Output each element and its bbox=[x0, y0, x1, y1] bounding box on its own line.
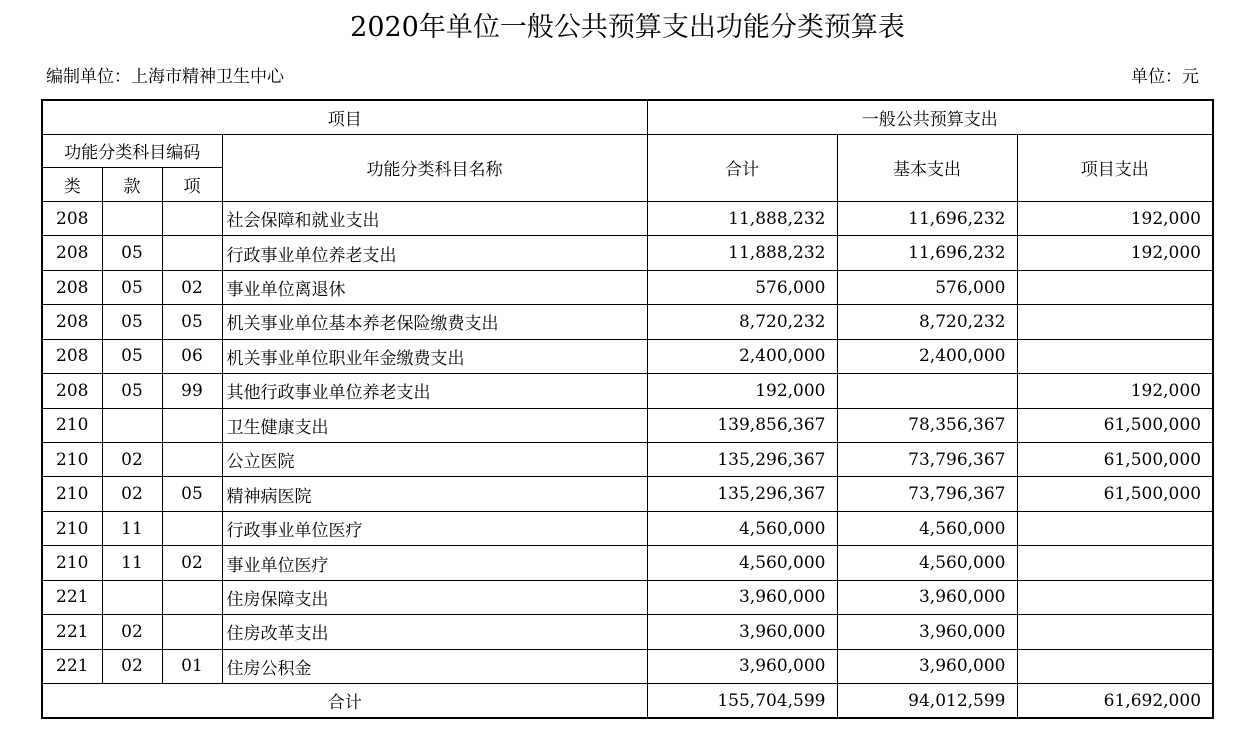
subject-name-cell: 事业单位医疗 bbox=[222, 546, 647, 580]
code-kuan-cell: 05 bbox=[102, 236, 162, 270]
basic-cell: 576,000 bbox=[837, 270, 1017, 304]
project-cell bbox=[1017, 615, 1213, 649]
code-lei-cell: 221 bbox=[42, 649, 102, 683]
footer-label: 合计 bbox=[42, 684, 647, 718]
footer-project: 61,692,000 bbox=[1017, 684, 1213, 718]
header-item: 项目 bbox=[42, 100, 647, 134]
basic-cell: 3,960,000 bbox=[837, 580, 1017, 614]
subject-name-cell: 机关事业单位职业年金缴费支出 bbox=[222, 339, 647, 373]
project-cell bbox=[1017, 546, 1213, 580]
subject-name-cell: 住房改革支出 bbox=[222, 615, 647, 649]
code-kuan-cell: 02 bbox=[102, 615, 162, 649]
code-lei-cell: 210 bbox=[42, 511, 102, 545]
project-cell: 192,000 bbox=[1017, 236, 1213, 270]
basic-cell: 8,720,232 bbox=[837, 305, 1017, 339]
code-kuan-cell: 05 bbox=[102, 305, 162, 339]
basic-cell bbox=[837, 374, 1017, 408]
total-cell: 3,960,000 bbox=[647, 615, 837, 649]
table-row bbox=[42, 477, 1213, 511]
code-kuan-cell: 11 bbox=[102, 511, 162, 545]
code-lei-cell: 210 bbox=[42, 477, 102, 511]
header-general-budget: 一般公共预算支出 bbox=[647, 100, 1213, 134]
budget-table bbox=[41, 99, 1214, 719]
code-xiang-cell: 05 bbox=[162, 477, 222, 511]
footer-total: 155,704,599 bbox=[647, 684, 837, 718]
header-total: 合计 bbox=[647, 134, 837, 201]
table-row bbox=[42, 339, 1213, 373]
code-lei-cell: 208 bbox=[42, 236, 102, 270]
code-xiang-cell: 06 bbox=[162, 339, 222, 373]
total-cell: 3,960,000 bbox=[647, 649, 837, 683]
code-xiang-cell bbox=[162, 236, 222, 270]
org-label: 编制单位：上海市精神卫生中心 bbox=[46, 67, 284, 87]
code-kuan-cell: 05 bbox=[102, 339, 162, 373]
code-kuan-cell bbox=[102, 580, 162, 614]
unit-label: 单位：元 bbox=[1131, 67, 1199, 87]
code-kuan-cell bbox=[102, 201, 162, 235]
project-cell bbox=[1017, 649, 1213, 683]
subject-name-cell: 行政事业单位医疗 bbox=[222, 511, 647, 545]
table-row bbox=[42, 408, 1213, 442]
page-title: 2020年单位一般公共预算支出功能分类预算表 bbox=[350, 12, 905, 43]
code-xiang-cell bbox=[162, 580, 222, 614]
basic-cell: 2,400,000 bbox=[837, 339, 1017, 373]
footer-basic: 94,012,599 bbox=[837, 684, 1017, 718]
code-lei-cell: 210 bbox=[42, 442, 102, 476]
project-cell bbox=[1017, 339, 1213, 373]
code-kuan-cell: 11 bbox=[102, 546, 162, 580]
total-cell: 135,296,367 bbox=[647, 477, 837, 511]
header-name-col: 功能分类科目名称 bbox=[222, 134, 647, 201]
table-row bbox=[42, 236, 1213, 270]
code-kuan-cell: 05 bbox=[102, 270, 162, 304]
subject-name-cell: 住房保障支出 bbox=[222, 580, 647, 614]
code-lei-cell: 210 bbox=[42, 408, 102, 442]
subject-name-cell: 社会保障和就业支出 bbox=[222, 201, 647, 235]
table-row bbox=[42, 305, 1213, 339]
code-lei-cell: 208 bbox=[42, 305, 102, 339]
total-cell: 4,560,000 bbox=[647, 511, 837, 545]
footer-row bbox=[42, 684, 1213, 718]
project-cell: 61,500,000 bbox=[1017, 477, 1213, 511]
code-xiang-cell bbox=[162, 201, 222, 235]
table-row bbox=[42, 580, 1213, 614]
project-cell: 192,000 bbox=[1017, 201, 1213, 235]
code-xiang-cell: 02 bbox=[162, 270, 222, 304]
header-code-group: 功能分类科目编码 bbox=[42, 134, 222, 167]
code-xiang-cell: 05 bbox=[162, 305, 222, 339]
project-cell bbox=[1017, 270, 1213, 304]
project-cell: 61,500,000 bbox=[1017, 442, 1213, 476]
total-cell: 4,560,000 bbox=[647, 546, 837, 580]
code-kuan-cell: 02 bbox=[102, 442, 162, 476]
total-cell: 135,296,367 bbox=[647, 442, 837, 476]
code-xiang-cell bbox=[162, 615, 222, 649]
table-row bbox=[42, 546, 1213, 580]
table-row bbox=[42, 442, 1213, 476]
basic-cell: 78,356,367 bbox=[837, 408, 1017, 442]
basic-cell: 3,960,000 bbox=[837, 649, 1017, 683]
table-row bbox=[42, 201, 1213, 235]
basic-cell: 4,560,000 bbox=[837, 511, 1017, 545]
code-xiang-cell bbox=[162, 511, 222, 545]
code-xiang-cell: 99 bbox=[162, 374, 222, 408]
subject-name-cell: 事业单位离退休 bbox=[222, 270, 647, 304]
basic-cell: 73,796,367 bbox=[837, 442, 1017, 476]
subject-name-cell: 其他行政事业单位养老支出 bbox=[222, 374, 647, 408]
basic-cell: 11,696,232 bbox=[837, 201, 1017, 235]
total-cell: 192,000 bbox=[647, 374, 837, 408]
header-lei: 类 bbox=[42, 167, 102, 201]
table-row bbox=[42, 511, 1213, 545]
total-cell: 8,720,232 bbox=[647, 305, 837, 339]
subject-name-cell: 行政事业单位养老支出 bbox=[222, 236, 647, 270]
code-xiang-cell bbox=[162, 442, 222, 476]
subject-name-cell: 卫生健康支出 bbox=[222, 408, 647, 442]
total-cell: 11,888,232 bbox=[647, 201, 837, 235]
code-xiang-cell: 02 bbox=[162, 546, 222, 580]
table-row bbox=[42, 615, 1213, 649]
code-lei-cell: 208 bbox=[42, 270, 102, 304]
project-cell: 61,500,000 bbox=[1017, 408, 1213, 442]
code-lei-cell: 221 bbox=[42, 580, 102, 614]
code-lei-cell: 221 bbox=[42, 615, 102, 649]
subject-name-cell: 住房公积金 bbox=[222, 649, 647, 683]
code-lei-cell: 208 bbox=[42, 201, 102, 235]
basic-cell: 73,796,367 bbox=[837, 477, 1017, 511]
basic-cell: 4,560,000 bbox=[837, 546, 1017, 580]
project-cell: 192,000 bbox=[1017, 374, 1213, 408]
subject-name-cell: 公立医院 bbox=[222, 442, 647, 476]
basic-cell: 11,696,232 bbox=[837, 236, 1017, 270]
total-cell: 139,856,367 bbox=[647, 408, 837, 442]
project-cell bbox=[1017, 305, 1213, 339]
code-kuan-cell: 05 bbox=[102, 374, 162, 408]
header-kuan: 款 bbox=[102, 167, 162, 201]
total-cell: 2,400,000 bbox=[647, 339, 837, 373]
basic-cell: 3,960,000 bbox=[837, 615, 1017, 649]
table-row bbox=[42, 374, 1213, 408]
code-kuan-cell: 02 bbox=[102, 477, 162, 511]
table-row bbox=[42, 649, 1213, 683]
table-row bbox=[42, 270, 1213, 304]
code-kuan-cell: 02 bbox=[102, 649, 162, 683]
total-cell: 576,000 bbox=[647, 270, 837, 304]
header-project: 项目支出 bbox=[1017, 134, 1213, 201]
total-cell: 11,888,232 bbox=[647, 236, 837, 270]
code-xiang-cell: 01 bbox=[162, 649, 222, 683]
project-cell bbox=[1017, 580, 1213, 614]
subject-name-cell: 精神病医院 bbox=[222, 477, 647, 511]
code-kuan-cell bbox=[102, 408, 162, 442]
subject-name-cell: 机关事业单位基本养老保险缴费支出 bbox=[222, 305, 647, 339]
code-lei-cell: 208 bbox=[42, 339, 102, 373]
header-basic: 基本支出 bbox=[837, 134, 1017, 201]
header-xiang: 项 bbox=[162, 167, 222, 201]
code-lei-cell: 208 bbox=[42, 374, 102, 408]
project-cell bbox=[1017, 511, 1213, 545]
code-xiang-cell bbox=[162, 408, 222, 442]
code-lei-cell: 210 bbox=[42, 546, 102, 580]
total-cell: 3,960,000 bbox=[647, 580, 837, 614]
